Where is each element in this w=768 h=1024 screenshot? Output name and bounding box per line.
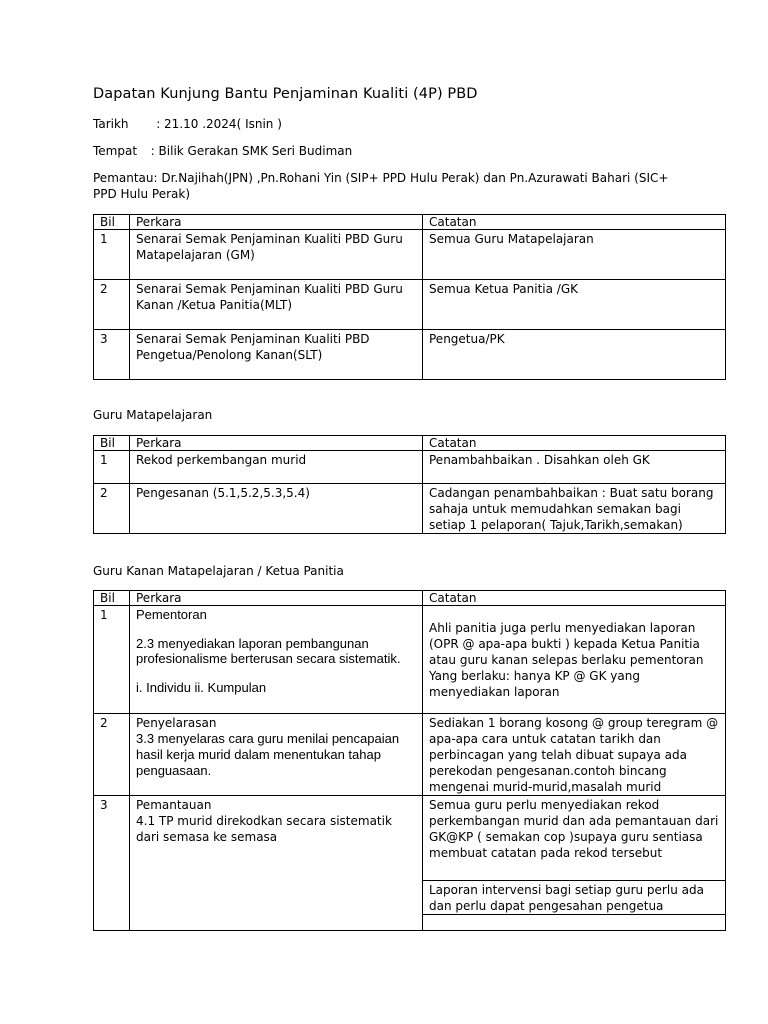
cell-bil: 2	[94, 280, 130, 330]
cell-perkara: Rekod perkembangan murid	[130, 451, 423, 484]
table-row	[94, 484, 726, 534]
cell-bil: 2	[94, 714, 130, 796]
header-perkara: Perkara	[130, 436, 423, 451]
cell-perkara	[130, 606, 423, 714]
cell-catatan: Semua guru perlu menyediakan rekod perkembangan murid dan ada pemantauan dari GK@KP ( semakan cop )supaya guru sentiasa membuat catatan pada rekod tersebut	[423, 796, 726, 881]
header-perkara: Perkara	[130, 215, 423, 230]
guru-matapelajaran-table	[93, 435, 726, 534]
cell-bil: 1	[94, 606, 130, 714]
perkara-detail: 2.3 menyediakan laporan pembangunan profesionalisme berterusan secara sistematik.	[136, 635, 401, 666]
header-bil: Bil	[94, 215, 130, 230]
table-row	[94, 796, 726, 881]
checklist-table	[93, 214, 726, 380]
perkara-heading: Penyelarasan	[136, 716, 217, 730]
cell-catatan: Semua Ketua Panitia /GK	[423, 280, 726, 330]
pemantau-text: Pemantau: Dr.Najihah(JPN) ,Pn.Rohani Yin (SIP+ PPD Hulu Perak) dan Pn.Azurawati Bahari (SIC+ PPD Hulu Perak)	[93, 171, 669, 201]
perkara-detail: 3.3 menyelaras cara guru menilai pencapaian hasil kerja murid dalam menentukan tahap penguasaan.	[136, 731, 400, 778]
cell-catatan: Penambahbaikan . Disahkan oleh GK	[423, 451, 726, 484]
header-catatan: Catatan	[423, 591, 726, 606]
cell-bil: 1	[94, 230, 130, 280]
table-row	[94, 451, 726, 484]
cell-catatan: Sediakan 1 borang kosong @ group teregram @ apa-apa cara untuk catatan tarikh dan perbincagan yang telah dibuat supaya ada perekodan pengesanan.contoh bincang mengenai murid-murid,masalah murid	[423, 714, 726, 796]
cell-perkara: Senarai Semak Penjaminan Kualiti PBD Guru Kanan /Ketua Panitia(MLT)	[130, 280, 423, 330]
table-row	[94, 230, 726, 280]
cell-catatan	[423, 606, 726, 714]
guru-kanan-table	[93, 590, 726, 931]
cell-catatan: Semua Guru Matapelajaran	[423, 230, 726, 280]
header-catatan: Catatan	[423, 215, 726, 230]
tarikh-line	[93, 116, 282, 132]
page-title: Dapatan Kunjung Bantu Penjaminan Kualiti (4P) PBD	[93, 86, 478, 102]
table-header-row	[94, 215, 726, 230]
tempat-line	[93, 143, 352, 159]
cell-perkara	[130, 714, 423, 796]
tarikh-label: Tarikh	[93, 117, 129, 131]
perkara-sub: i. Individu ii. Kumpulan	[136, 679, 267, 695]
cell-bil: 3	[94, 330, 130, 380]
table-header-row	[94, 436, 726, 451]
cell-perkara: Senarai Semak Penjaminan Kualiti PBD Pengetua/Penolong Kanan(SLT)	[130, 330, 423, 380]
section-title-guru-matapelajaran: Guru Matapelajaran	[93, 408, 213, 422]
perkara-detail: 4.1 TP murid direkodkan secara sistematik dari semasa ke semasa	[136, 814, 392, 844]
cell-catatan	[423, 915, 726, 931]
table-row	[94, 280, 726, 330]
cell-perkara	[130, 796, 423, 931]
catatan-text-2: Yang berlaku: hanya KP @ GK yang menyediakan laporan	[429, 669, 640, 699]
tempat-label: Tempat	[93, 144, 138, 158]
header-catatan: Catatan	[423, 436, 726, 451]
perkara-heading: Pemantauan	[136, 798, 212, 812]
header-bil: Bil	[94, 436, 130, 451]
tarikh-value: : 21.10 .2024( Isnin )	[156, 117, 282, 131]
perkara-heading: Pementoran	[136, 607, 207, 622]
table-row	[94, 606, 726, 714]
cell-bil: 2	[94, 484, 130, 534]
cell-perkara: Senarai Semak Penjaminan Kualiti PBD Guru Matapelajaran (GM)	[130, 230, 423, 280]
cell-catatan: Laporan intervensi bagi setiap guru perlu ada dan perlu dapat pengesahan pengetua	[423, 881, 726, 915]
table-header-row	[94, 591, 726, 606]
cell-perkara: Pengesanan (5.1,5.2,5.3,5.4)	[130, 484, 423, 534]
catatan-text: Ahli panitia juga perlu menyediakan laporan (OPR @ apa-apa bukti ) kepada Ketua Panitia atau guru kanan selepas berlaku pementoran	[429, 621, 704, 667]
tempat-value: : Bilik Gerakan SMK Seri Budiman	[150, 144, 353, 158]
table-row	[94, 330, 726, 380]
table-row	[94, 714, 726, 796]
cell-bil: 1	[94, 451, 130, 484]
cell-catatan: Pengetua/PK	[423, 330, 726, 380]
section-title-guru-kanan: Guru Kanan Matapelajaran / Ketua Panitia	[93, 564, 344, 578]
cell-catatan: Cadangan penambahbaikan : Buat satu borang sahaja untuk memudahkan semakan bagi setiap 1 pelaporan( Tajuk,Tarikh,semakan)	[423, 484, 726, 534]
header-perkara: Perkara	[130, 591, 423, 606]
header-bil: Bil	[94, 591, 130, 606]
cell-bil: 3	[94, 796, 130, 931]
